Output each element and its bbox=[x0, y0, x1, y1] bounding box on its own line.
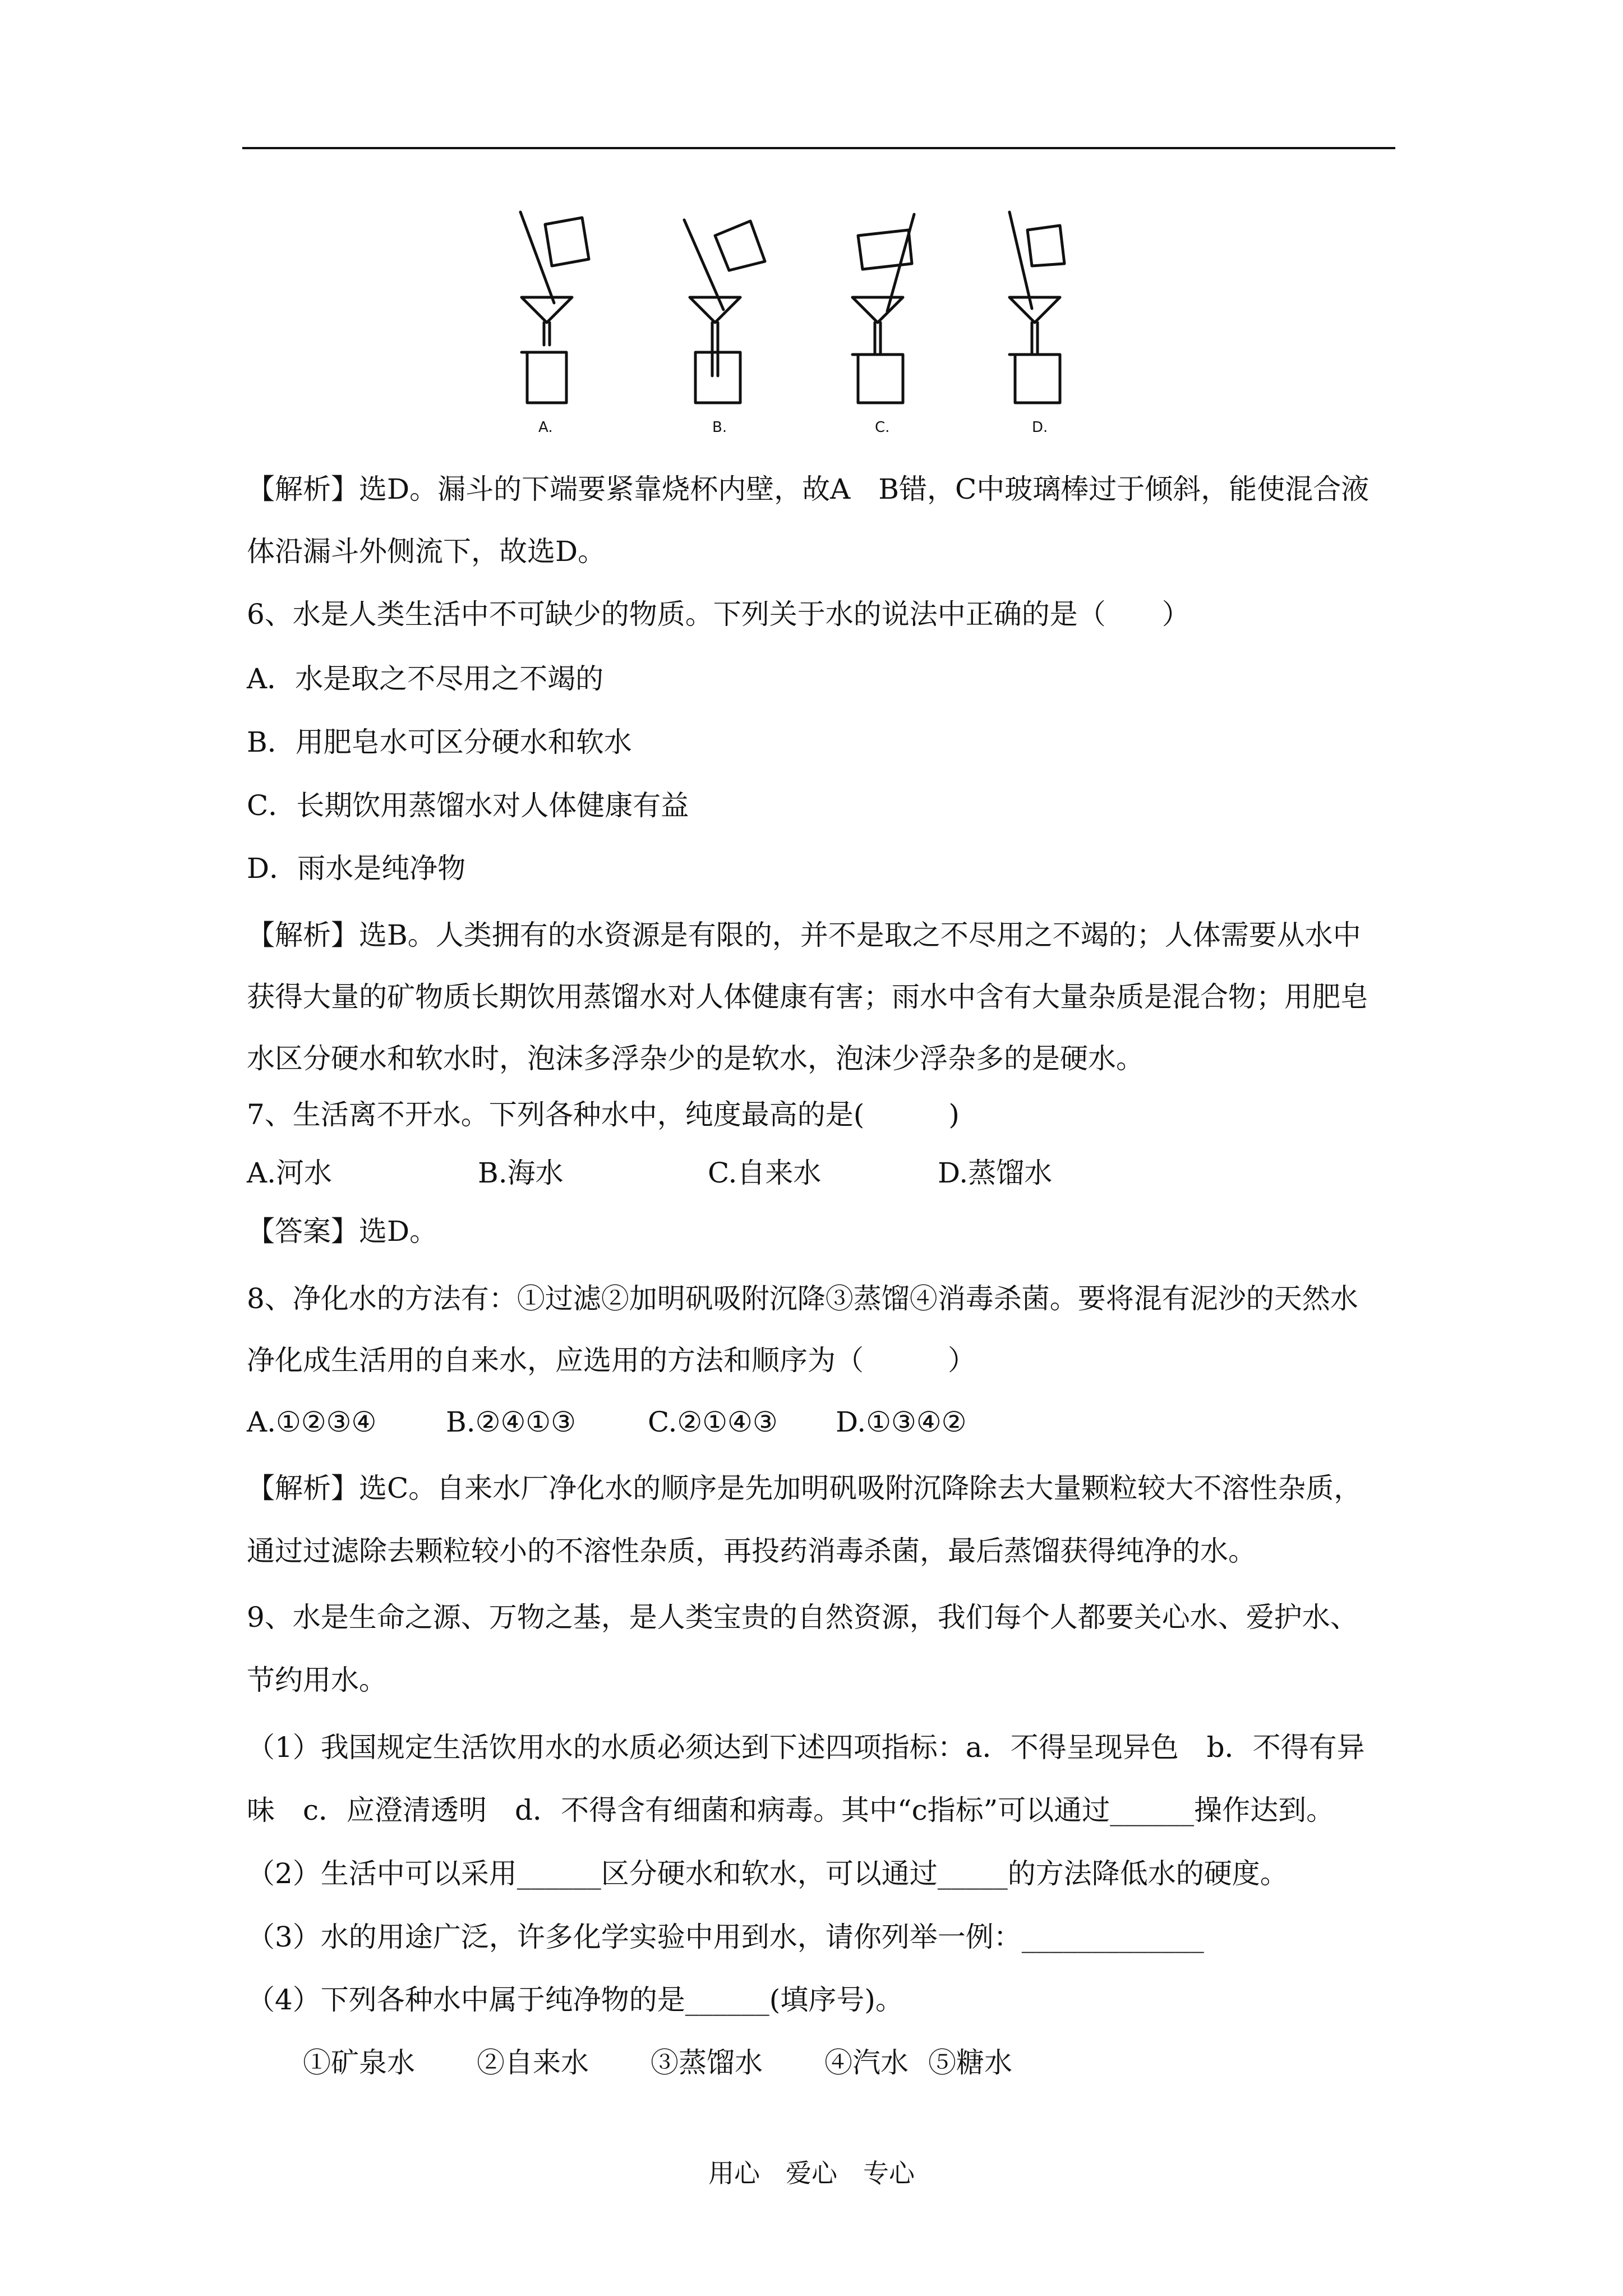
q9-item-3: ③蒸馏水 bbox=[651, 2046, 763, 2079]
q6-option-c: C．长期饮用蒸馏水对人体健康有益 bbox=[247, 789, 689, 822]
analysis-q5-line2: 体沿漏斗外侧流下，故选D。 bbox=[247, 535, 606, 568]
q8-option-a: A.①②③④ bbox=[247, 1406, 377, 1438]
q9-item-1: ①矿泉水 bbox=[303, 2046, 415, 2079]
q9-item-4: ④汽水 bbox=[824, 2046, 909, 2079]
answer-q7: 【答案】选D。 bbox=[247, 1215, 438, 1248]
q7-option-c: C.自来水 bbox=[708, 1157, 822, 1189]
q9-part4: （4）下列各种水中属于纯净物的是______(填序号)。 bbox=[247, 1984, 903, 2016]
question-9-line2: 节约用水。 bbox=[247, 1664, 387, 1696]
analysis-q6-line1: 【解析】选B。人类拥有的水资源是有限的，并不是取之不尽用之不竭的；人体需要从水中 bbox=[247, 919, 1361, 951]
q7-option-b: B.海水 bbox=[478, 1157, 564, 1189]
filtration-figure bbox=[494, 208, 1155, 449]
question-7: 7、生活离不开水。下列各种水中，纯度最高的是( ) bbox=[247, 1098, 960, 1131]
apparatus-b bbox=[684, 220, 765, 403]
analysis-q5-line1: 【解析】选D。漏斗的下端要紧靠烧杯内壁，故A B错，C中玻璃棒过于倾斜，能使混合液 bbox=[247, 473, 1370, 505]
q8-option-d: D.①③④② bbox=[836, 1406, 967, 1438]
analysis-q6-line2: 获得大量的矿物质长期饮用蒸馏水对人体健康有害；雨水中含有大量杂质是混合物；用肥皂 bbox=[247, 981, 1368, 1013]
header-rule bbox=[242, 147, 1395, 149]
q8-option-b: B.②④①③ bbox=[446, 1406, 576, 1438]
analysis-q8-line2: 通过过滤除去颗粒较小的不溶性杂质，再投药消毒杀菌，最后蒸馏获得纯净的水。 bbox=[247, 1535, 1256, 1567]
apparatus-c bbox=[852, 214, 914, 403]
q9-part1-line1: （1）我国规定生活饮用水的水质必须达到下述四项指标：a．不得呈现异色 b．不得有异 bbox=[247, 1731, 1365, 1764]
q6-option-a: A．水是取之不尽用之不竭的 bbox=[247, 662, 604, 695]
page-footer: 用心 爱心 专心 bbox=[708, 2158, 915, 2188]
q6-option-b: B．用肥皂水可区分硬水和软水 bbox=[247, 726, 632, 758]
figure-label-b: B. bbox=[712, 419, 727, 436]
apparatus-d bbox=[1009, 212, 1064, 403]
q9-item-2: ②自来水 bbox=[477, 2046, 589, 2079]
question-8-line2: 净化成生活用的自来水，应选用的方法和顺序为（ ） bbox=[247, 1344, 976, 1377]
q9-part3: （3）水的用途广泛，许多化学实验中用到水，请你列举一例：_____________ bbox=[247, 1921, 1204, 1953]
question-8-line1: 8、净化水的方法有：①过滤②加明矾吸附沉降③蒸馏④消毒杀菌。要将混有泥沙的天然水 bbox=[247, 1282, 1358, 1315]
figure-label-a: A. bbox=[538, 419, 553, 436]
q7-option-a: A.河水 bbox=[247, 1157, 333, 1189]
figure-label-c: C. bbox=[875, 419, 890, 436]
q9-part1-line2: 味 c．应澄清透明 d．不得含有细菌和病毒。其中“c指标”可以通过______操作达到。 bbox=[247, 1794, 1335, 1826]
q7-option-d: D.蒸馏水 bbox=[938, 1157, 1053, 1189]
question-6: 6、水是人类生活中不可缺少的物质。下列关于水的说法中正确的是（ ） bbox=[247, 598, 1190, 631]
apparatus-a bbox=[520, 212, 589, 403]
analysis-q6-line3: 水区分硬水和软水时，泡沫多浮杂少的是软水，泡沫少浮杂多的是硬水。 bbox=[247, 1042, 1144, 1075]
q9-part2: （2）生活中可以采用______区分硬水和软水，可以通过_____的方法降低水的硬度。 bbox=[247, 1857, 1288, 1890]
question-9-line1: 9、水是生命之源、万物之基，是人类宝贵的自然资源，我们每个人都要关心水、爱护水、 bbox=[247, 1601, 1358, 1634]
q9-item-5: ⑤糖水 bbox=[928, 2046, 1012, 2079]
q8-option-c: C.②①④③ bbox=[648, 1406, 778, 1438]
analysis-q8-line1: 【解析】选C。自来水厂净化水的顺序是先加明矾吸附沉降除去大量颗粒较大不溶性杂质， bbox=[247, 1472, 1362, 1504]
q6-option-d: D．雨水是纯净物 bbox=[247, 852, 466, 885]
figure-label-d: D. bbox=[1032, 419, 1048, 436]
